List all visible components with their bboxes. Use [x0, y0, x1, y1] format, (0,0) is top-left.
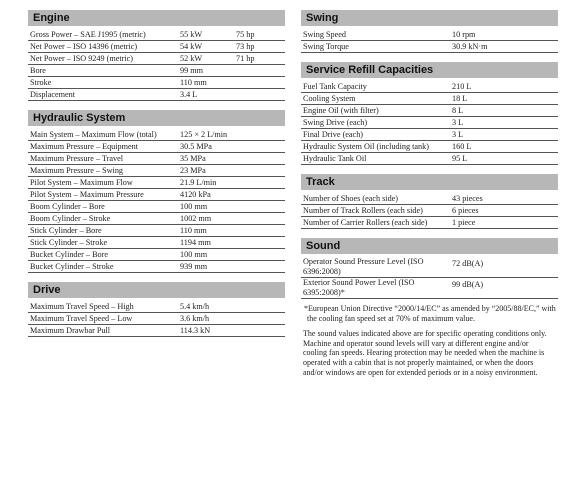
spec-value: 100 mm	[178, 201, 285, 213]
table-row	[301, 257, 558, 278]
spec-value: 55 kW	[178, 29, 234, 41]
engine-section	[28, 10, 285, 101]
table-row	[301, 129, 558, 141]
spec-value: 1 piece	[450, 217, 558, 229]
spec-value: 110 mm	[178, 77, 234, 89]
spec-value: 3 L	[450, 117, 558, 129]
spec-label: Bore	[28, 65, 178, 77]
track-heading: Track	[301, 174, 558, 190]
spec-value-alt: 71 hp	[234, 53, 285, 65]
right-column	[301, 10, 558, 386]
spec-value: 21.9 L/min	[178, 177, 285, 189]
refill-section	[301, 62, 558, 165]
refill-table	[301, 81, 558, 165]
spec-value: 8 L	[450, 105, 558, 117]
spec-value: 210 L	[450, 81, 558, 93]
track-section	[301, 174, 558, 229]
sound-section	[301, 238, 558, 377]
table-row	[301, 205, 558, 217]
spec-label: Number of Track Rollers (each side)	[301, 205, 450, 217]
spec-label: Bucket Cylinder – Bore	[28, 249, 178, 261]
spec-label: Exterior Sound Power Level (ISO 6395:2008)*	[301, 278, 450, 299]
drive-section	[28, 282, 285, 337]
engine-heading: Engine	[28, 10, 285, 26]
table-row	[301, 105, 558, 117]
table-row	[28, 225, 285, 237]
table-row	[28, 77, 285, 89]
spec-value: 99 dB(A)	[450, 278, 558, 299]
spec-label: Pilot System – Maximum Flow	[28, 177, 178, 189]
spec-value: 95 L	[450, 153, 558, 165]
spec-label: Final Drive (each)	[301, 129, 450, 141]
spec-value: 6 pieces	[450, 205, 558, 217]
table-row	[28, 29, 285, 41]
table-row	[301, 153, 558, 165]
table-row	[301, 81, 558, 93]
spec-value: 1002 mm	[178, 213, 285, 225]
spec-label: Swing Torque	[301, 41, 450, 53]
sound-table	[301, 257, 558, 299]
spec-label: Hydraulic Tank Oil	[301, 153, 450, 165]
spec-value: 939 mm	[178, 261, 285, 273]
spec-label: Number of Shoes (each side)	[301, 193, 450, 205]
spec-label: Maximum Drawbar Pull	[28, 325, 178, 337]
spec-label: Net Power – ISO 14396 (metric)	[28, 41, 178, 53]
spec-value: 30.9 kN·m	[450, 41, 558, 53]
swing-heading: Swing	[301, 10, 558, 26]
spec-value: 52 kW	[178, 53, 234, 65]
table-row	[301, 217, 558, 229]
spec-value: 18 L	[450, 93, 558, 105]
spec-value: 43 pieces	[450, 193, 558, 205]
footnote: *European Union Directive “2000/14/EC” as amended by “2005/88/EC,” with the cooling fan speed set at 70% of maximum value.	[304, 304, 556, 323]
spec-value: 110 mm	[178, 225, 285, 237]
table-row	[28, 129, 285, 141]
track-table	[301, 193, 558, 229]
table-row	[301, 117, 558, 129]
spec-label: Maximum Pressure – Equipment	[28, 141, 178, 153]
hydraulic-table	[28, 129, 285, 273]
refill-heading: Service Refill Capacities	[301, 62, 558, 78]
table-row	[28, 237, 285, 249]
spec-value: 1194 mm	[178, 237, 285, 249]
table-row	[28, 213, 285, 225]
spec-value-alt: 75 hp	[234, 29, 285, 41]
spec-label: Gross Power – SAE J1995 (metric)	[28, 29, 178, 41]
table-row	[301, 29, 558, 41]
spec-value: 35 MPa	[178, 153, 285, 165]
spec-label: Engine Oil (with filter)	[301, 105, 450, 117]
table-row	[28, 313, 285, 325]
spec-label: Boom Cylinder – Bore	[28, 201, 178, 213]
table-row	[301, 278, 558, 299]
spec-label: Pilot System – Maximum Pressure	[28, 189, 178, 201]
spec-value: 30.5 MPa	[178, 141, 285, 153]
spec-label: Swing Speed	[301, 29, 450, 41]
spec-value-alt: 73 hp	[234, 41, 285, 53]
swing-section	[301, 10, 558, 53]
table-row	[301, 141, 558, 153]
spec-label: Displacement	[28, 89, 178, 101]
spec-label: Maximum Travel Speed – Low	[28, 313, 178, 325]
drive-table	[28, 301, 285, 337]
spec-value: 99 mm	[178, 65, 234, 77]
spec-label: Maximum Travel Speed – High	[28, 301, 178, 313]
engine-table	[28, 29, 285, 101]
spec-value-alt	[234, 65, 285, 77]
spec-value: 23 MPa	[178, 165, 285, 177]
hydraulic-heading: Hydraulic System	[28, 110, 285, 126]
spec-label: Stick Cylinder – Bore	[28, 225, 178, 237]
table-row	[28, 153, 285, 165]
spec-label: Stick Cylinder – Stroke	[28, 237, 178, 249]
table-row	[301, 193, 558, 205]
spec-label: Main System – Maximum Flow (total)	[28, 129, 178, 141]
table-row	[28, 65, 285, 77]
hydraulic-section	[28, 110, 285, 273]
spec-value: 100 mm	[178, 249, 285, 261]
table-row	[28, 177, 285, 189]
spec-value: 3.6 km/h	[178, 313, 285, 325]
spec-value: 114.3 kN	[178, 325, 285, 337]
spec-label: Swing Drive (each)	[301, 117, 450, 129]
spec-value: 3 L	[450, 129, 558, 141]
table-row	[301, 41, 558, 53]
table-row	[28, 165, 285, 177]
table-row	[28, 141, 285, 153]
spec-label: Hydraulic System Oil (including tank)	[301, 141, 450, 153]
spec-label: Maximum Pressure – Swing	[28, 165, 178, 177]
table-row	[301, 93, 558, 105]
spec-label: Stroke	[28, 77, 178, 89]
table-row	[28, 261, 285, 273]
table-row	[28, 53, 285, 65]
swing-table	[301, 29, 558, 53]
spec-label: Operator Sound Pressure Level (ISO 6396:2008)	[301, 257, 450, 278]
sound-heading: Sound	[301, 238, 558, 254]
spec-label: Fuel Tank Capacity	[301, 81, 450, 93]
spec-label: Maximum Pressure – Travel	[28, 153, 178, 165]
spec-label: Net Power – ISO 9249 (metric)	[28, 53, 178, 65]
table-row	[28, 201, 285, 213]
table-row	[28, 89, 285, 101]
spec-value: 72 dB(A)	[450, 257, 558, 278]
left-column	[28, 10, 285, 346]
table-row	[28, 189, 285, 201]
spec-value-alt	[234, 89, 285, 101]
spec-value: 4120 kPa	[178, 189, 285, 201]
table-row	[28, 301, 285, 313]
table-row	[28, 325, 285, 337]
spec-value: 54 kW	[178, 41, 234, 53]
spec-label: Cooling System	[301, 93, 450, 105]
spec-value: 160 L	[450, 141, 558, 153]
spec-label: Number of Carrier Rollers (each side)	[301, 217, 450, 229]
spec-value: 3.4 L	[178, 89, 234, 101]
table-row	[28, 249, 285, 261]
spec-value-alt	[234, 77, 285, 89]
spec-value: 5.4 km/h	[178, 301, 285, 313]
drive-heading: Drive	[28, 282, 285, 298]
spec-value: 10 rpm	[450, 29, 558, 41]
spec-label: Boom Cylinder – Stroke	[28, 213, 178, 225]
table-row	[28, 41, 285, 53]
spec-value: 125 × 2 L/min	[178, 129, 285, 141]
sound-disclaimer: The sound values indicated above are for specific operating conditions only. Machine and operator sound levels will vary at different engine and/or cooling fan speeds. Hearing protection may be needed when the machine is operated with a cabin that is not properly maintained, or when the doors and/or windows are open for extended periods or in a noisy environment.	[303, 329, 547, 377]
spec-label: Bucket Cylinder – Stroke	[28, 261, 178, 273]
